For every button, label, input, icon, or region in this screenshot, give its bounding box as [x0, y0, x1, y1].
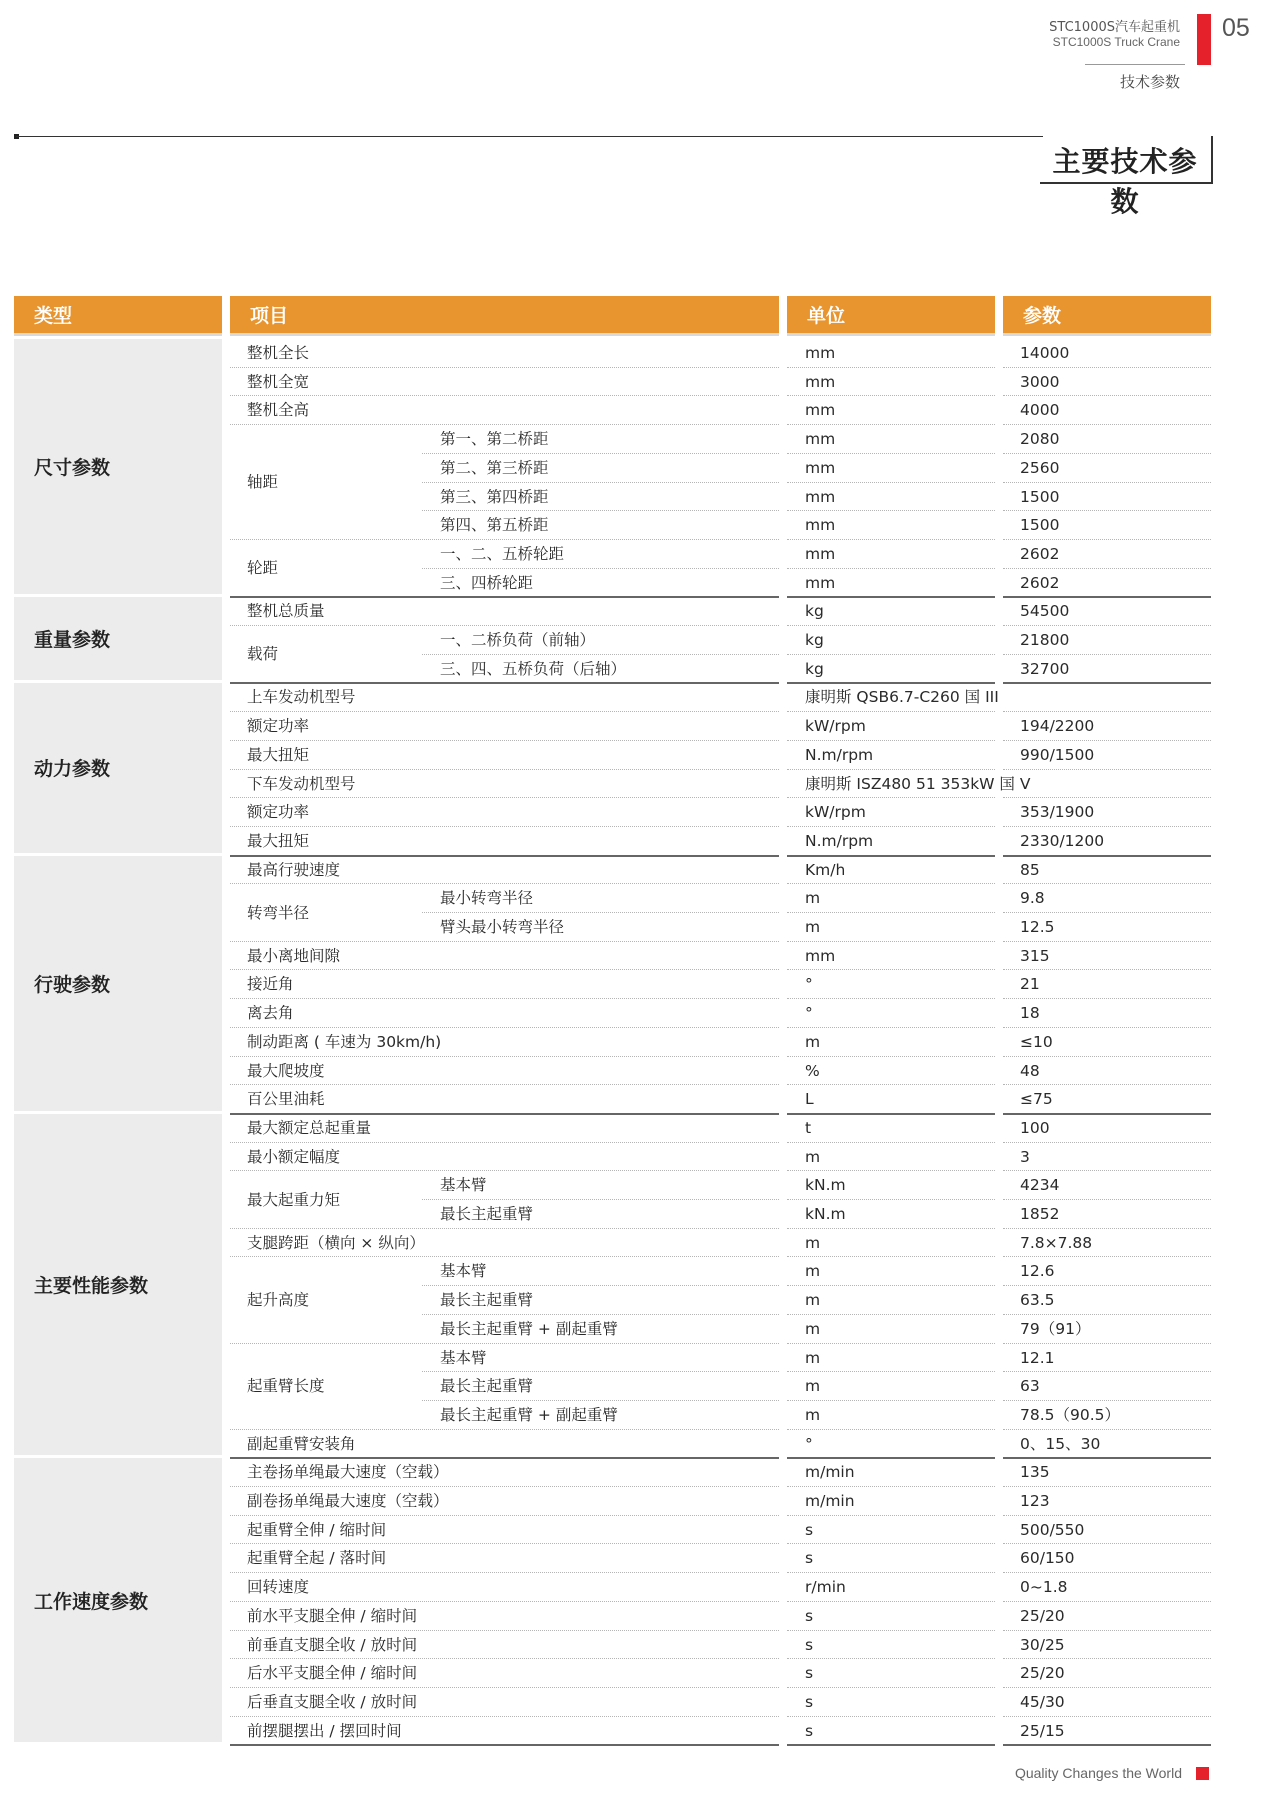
item-label: 最大额定总起重量: [247, 1118, 372, 1137]
group-label: 最大起重力矩: [247, 1190, 341, 1209]
item-label: 最小离地间隙: [247, 946, 341, 965]
value-cell: 30/25: [1020, 1635, 1065, 1654]
value-cell: 48: [1020, 1061, 1040, 1080]
unit-cell: mm: [805, 401, 836, 420]
header-divider: [1085, 64, 1185, 65]
value-cell: 21: [1020, 975, 1040, 994]
row-divider: [230, 1343, 779, 1344]
value-cell: 100: [1020, 1118, 1050, 1137]
title-rule: [16, 136, 1043, 137]
unit-cell: kg: [805, 659, 824, 678]
unit-cell: m: [805, 1405, 821, 1424]
value-cell: 0~1.8: [1020, 1578, 1068, 1597]
item-label: 额定功率: [247, 803, 310, 822]
footer-accent: [1196, 1767, 1209, 1780]
row-divider: [787, 1687, 995, 1688]
row-divider: [787, 1658, 995, 1659]
unit-cell: kW/rpm: [805, 803, 866, 822]
value-cell: 194/2200: [1020, 717, 1095, 736]
item-label: 后垂直支腿全收 / 放时间: [247, 1692, 418, 1711]
row-divider: [230, 969, 779, 970]
unit-cell: m/min: [805, 1463, 855, 1482]
row-divider: [230, 1744, 779, 1746]
unit-cell: m: [805, 889, 821, 908]
row-divider: [787, 1630, 995, 1631]
item-label: 起重臂全起 / 落时间: [247, 1549, 387, 1568]
header-item: 项目: [230, 296, 779, 336]
group-label: 起升高度: [247, 1290, 310, 1309]
header-value: 参数: [1003, 296, 1211, 336]
unit-cell: mm: [805, 458, 836, 477]
unit-cell: °: [805, 975, 813, 994]
value-cell: 3: [1020, 1147, 1030, 1166]
row-divider: [230, 1256, 779, 1257]
item-label: 前垂直支腿全收 / 放时间: [247, 1635, 418, 1654]
unit-cell: m: [805, 1291, 821, 1310]
sub-item-label: 最小转弯半径: [440, 889, 534, 908]
row-divider: [230, 367, 779, 368]
page-title: 主要技术参数: [1052, 145, 1198, 218]
row-divider: [230, 1572, 779, 1573]
sub-item-label: 基本臂: [440, 1262, 487, 1281]
value-cell: 4000: [1020, 401, 1060, 420]
value-cell: 79（91）: [1020, 1319, 1091, 1338]
item-label: 前摆腿摆出 / 摆回时间: [247, 1721, 402, 1740]
row-divider: [230, 826, 779, 827]
sub-item-label: 三、四桥轮距: [440, 573, 534, 592]
row-divider: [230, 740, 779, 741]
item-label: 最高行驶速度: [247, 860, 341, 879]
unit-cell: kW/rpm: [805, 717, 866, 736]
unit-cell: t: [805, 1118, 812, 1137]
value-cell: 32700: [1020, 659, 1070, 678]
item-label: 整机全高: [247, 401, 310, 420]
unit-cell: 康明斯 QSB6.7-C260 国 III: [805, 688, 999, 707]
group-label: 转弯半径: [247, 903, 310, 922]
item-label: 前水平支腿全伸 / 缩时间: [247, 1606, 418, 1625]
model-name-cn: STC1000S汽车起重机: [1049, 20, 1180, 35]
accent-bar: [1197, 14, 1211, 65]
value-cell: 2602: [1020, 544, 1060, 563]
footer-slogan: Quality Changes the World: [1014, 1765, 1182, 1781]
value-cell: 60/150: [1020, 1549, 1075, 1568]
row-divider: [787, 1113, 995, 1115]
group-label: 轮距: [247, 559, 279, 578]
unit-cell: s: [805, 1721, 814, 1740]
unit-cell: Km/h: [805, 860, 846, 879]
sub-item-label: 第四、第五桥距: [440, 516, 549, 535]
item-label: 后水平支腿全伸 / 缩时间: [247, 1664, 418, 1683]
unit-cell: r/min: [805, 1578, 846, 1597]
value-cell: 135: [1020, 1463, 1050, 1482]
group-label: 载荷: [247, 645, 279, 664]
header-unit: 单位: [787, 296, 995, 336]
unit-cell: m: [805, 1147, 821, 1166]
value-cell: 2560: [1020, 458, 1060, 477]
row-divider: [1003, 1744, 1211, 1746]
value-cell: 25/20: [1020, 1664, 1065, 1683]
item-label: 最大扭矩: [247, 831, 310, 850]
sub-item-label: 臂头最小转弯半径: [440, 918, 565, 936]
unit-cell: kg: [805, 602, 824, 621]
item-label: 回转速度: [247, 1578, 310, 1597]
row-divider: [230, 395, 779, 396]
item-label: 制动距离 ( 车速为 30km/h): [247, 1032, 442, 1051]
value-cell: 1852: [1020, 1205, 1060, 1223]
item-label: 副卷扬单绳最大速度（空载）: [247, 1492, 449, 1510]
row-divider: [230, 998, 779, 999]
unit-cell: m: [805, 918, 821, 936]
unit-cell: s: [805, 1549, 814, 1568]
item-label: 最大爬坡度: [247, 1061, 325, 1080]
model-name-en: STC1000S Truck Crane: [1052, 35, 1180, 49]
row-divider: [787, 998, 995, 999]
item-label: 主卷扬单绳最大速度（空载）: [247, 1463, 449, 1482]
row-divider: [230, 1170, 779, 1171]
sub-item-label: 第三、第四桥距: [440, 487, 549, 506]
unit-cell: mm: [805, 344, 836, 362]
unit-cell: mm: [805, 372, 836, 391]
item-label: 额定功率: [247, 717, 310, 736]
item-label: 百公里油耗: [247, 1090, 325, 1109]
unit-cell: m: [805, 1262, 821, 1281]
unit-cell: mm: [805, 487, 836, 506]
row-divider: [230, 711, 779, 712]
value-cell: 12.5: [1020, 918, 1055, 936]
sub-item-label: 三、四、五桥负荷（后轴）: [440, 659, 627, 678]
unit-cell: mm: [805, 516, 836, 535]
item-label: 最小额定幅度: [247, 1147, 341, 1166]
unit-cell: s: [805, 1520, 814, 1539]
sub-item-label: 最长主起重臂 + 副起重臂: [440, 1405, 618, 1424]
category-cell: 动力参数: [14, 683, 222, 852]
sub-item-label: 最长主起重臂: [440, 1205, 534, 1223]
row-divider: [787, 1515, 995, 1516]
unit-cell: %: [805, 1061, 820, 1080]
unit-cell: mm: [805, 573, 836, 592]
item-label: 支腿跨距（横向 × 纵向）: [247, 1233, 425, 1252]
sub-item-label: 最长主起重臂 + 副起重臂: [440, 1319, 618, 1338]
sub-item-label: 基本臂: [440, 1176, 487, 1195]
item-label: 离去角: [247, 1004, 294, 1023]
value-cell: 1500: [1020, 487, 1060, 506]
unit-cell: s: [805, 1664, 814, 1683]
row-divider: [230, 797, 779, 798]
item-label: 上车发动机型号: [247, 688, 356, 707]
sub-item-label: 第一、第二桥距: [440, 430, 549, 449]
item-label: 下车发动机型号: [247, 774, 356, 793]
value-cell: 353/1900: [1020, 803, 1095, 822]
value-cell: 9.8: [1020, 889, 1045, 908]
unit-cell: mm: [805, 430, 836, 449]
value-cell: 63: [1020, 1377, 1040, 1396]
item-label: 起重臂全伸 / 缩时间: [247, 1520, 387, 1539]
value-cell: 12.1: [1020, 1348, 1055, 1367]
item-label: 最大扭矩: [247, 745, 310, 764]
value-cell: 4234: [1020, 1176, 1060, 1195]
item-label: 接近角: [247, 975, 294, 994]
item-label: 副起重臂安装角: [247, 1434, 356, 1453]
unit-cell: s: [805, 1635, 814, 1654]
section-label: 技术参数: [1119, 73, 1180, 91]
unit-cell: mm: [805, 544, 836, 563]
value-cell: 25/15: [1020, 1721, 1065, 1740]
sub-item-label: 最长主起重臂: [440, 1291, 534, 1310]
unit-cell: kN.m: [805, 1205, 846, 1223]
sub-item-label: 一、二桥负荷（前轴）: [440, 631, 596, 649]
value-cell: 990/1500: [1020, 745, 1095, 764]
category-cell: 重量参数: [14, 597, 222, 680]
unit-cell: L: [805, 1090, 814, 1109]
value-cell: 25/20: [1020, 1606, 1065, 1625]
value-cell: 0、15、30: [1020, 1434, 1101, 1453]
category-cell: 行驶参数: [14, 856, 222, 1111]
row-divider: [787, 1601, 995, 1602]
row-divider: [1003, 769, 1211, 770]
unit-cell: m: [805, 1377, 821, 1396]
value-cell: 3000: [1020, 372, 1060, 391]
value-cell: ≤10: [1020, 1032, 1053, 1051]
unit-cell: kN.m: [805, 1176, 846, 1195]
value-cell: 21800: [1020, 631, 1070, 649]
value-cell: 78.5（90.5）: [1020, 1405, 1121, 1424]
row-divider: [787, 1716, 995, 1717]
value-cell: 2330/1200: [1020, 831, 1105, 850]
unit-cell: s: [805, 1692, 814, 1711]
value-cell: 18: [1020, 1004, 1040, 1023]
value-cell: 12.6: [1020, 1262, 1055, 1281]
unit-cell: 康明斯 ISZ480 51 353kW 国 V: [805, 774, 1031, 793]
value-cell: 315: [1020, 946, 1050, 965]
item-label: 整机总质量: [247, 602, 325, 621]
value-cell: 500/550: [1020, 1520, 1085, 1539]
unit-cell: N.m/rpm: [805, 745, 874, 764]
category-cell: 工作速度参数: [14, 1458, 222, 1742]
row-divider: [787, 1543, 995, 1544]
unit-cell: kg: [805, 631, 824, 649]
value-cell: 2080: [1020, 430, 1060, 449]
value-cell: 2602: [1020, 573, 1060, 592]
row-divider: [1003, 682, 1211, 684]
value-cell: 63.5: [1020, 1291, 1055, 1310]
row-divider: [787, 1429, 995, 1430]
unit-cell: m: [805, 1319, 821, 1338]
sub-item-label: 一、二、五桥轮距: [440, 544, 565, 563]
row-divider: [787, 1084, 995, 1085]
value-cell: 85: [1020, 860, 1040, 879]
category-cell: 主要性能参数: [14, 1114, 222, 1455]
item-label: 整机全长: [247, 344, 310, 362]
group-label: 起重臂长度: [247, 1377, 325, 1396]
unit-cell: m/min: [805, 1492, 855, 1510]
group-label: 轴距: [247, 473, 279, 491]
page-number: 05: [1222, 14, 1250, 42]
row-divider: [787, 969, 995, 970]
row-divider: [787, 1744, 995, 1746]
value-cell: 1500: [1020, 516, 1060, 535]
unit-cell: N.m/rpm: [805, 831, 874, 850]
value-cell: 14000: [1020, 344, 1070, 362]
value-cell: 45/30: [1020, 1692, 1065, 1711]
unit-cell: m: [805, 1032, 821, 1051]
item-label: 整机全宽: [247, 372, 310, 391]
unit-cell: °: [805, 1434, 813, 1453]
unit-cell: m: [805, 1233, 821, 1252]
sub-item-label: 基本臂: [440, 1348, 487, 1367]
value-cell: 7.8×7.88: [1020, 1233, 1093, 1252]
value-cell: 54500: [1020, 602, 1070, 621]
unit-cell: m: [805, 1348, 821, 1367]
unit-cell: s: [805, 1606, 814, 1625]
sub-item-label: 最长主起重臂: [440, 1377, 534, 1396]
unit-cell: °: [805, 1004, 813, 1023]
category-cell: 尺寸参数: [14, 339, 222, 594]
value-cell: 123: [1020, 1492, 1050, 1510]
header-type: 类型: [14, 296, 222, 336]
unit-cell: mm: [805, 946, 836, 965]
sub-item-label: 第二、第三桥距: [440, 458, 549, 477]
value-cell: ≤75: [1020, 1090, 1053, 1109]
row-divider: [1003, 1142, 1211, 1143]
